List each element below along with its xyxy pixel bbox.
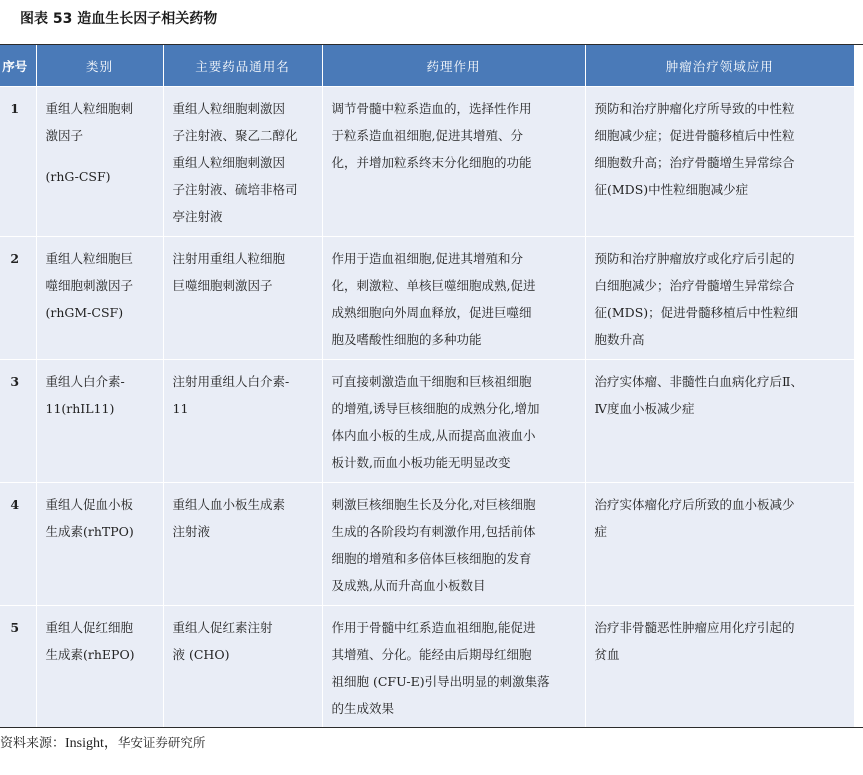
- table-row: [0, 483, 854, 606]
- table-title: 图表 53 造血生长因子相关药物: [20, 11, 218, 27]
- drugs-line: 重组人血小板生成素: [172, 497, 286, 512]
- row-drugs: [163, 237, 322, 360]
- row-num: 3: [0, 360, 36, 483]
- header-application: 肿瘤治疗领域应用: [585, 45, 854, 87]
- pharmacology-line: 可直接刺激造血干细胞和巨核祖细胞: [331, 374, 532, 389]
- row-drugs: [163, 483, 322, 606]
- row-application: [585, 606, 854, 729]
- drugs-line: 子注射液、硫培非格司: [172, 182, 298, 197]
- application-line: Ⅳ度血小板减少症: [594, 401, 695, 416]
- application-line: 征(MDS)中性粒细胞减少症: [594, 182, 749, 197]
- drugs-line: 注射用重组人白介素-: [172, 374, 290, 389]
- category-line: 生成素(rhEPO): [45, 647, 135, 662]
- category-line: (rhG-CSF): [45, 169, 111, 184]
- category-gap: [46, 149, 155, 163]
- category-line: 生成素(rhTPO): [45, 524, 134, 539]
- pharmacology-line: 其增殖、分化。能经由后期母红细胞: [331, 647, 532, 662]
- drugs-line: 重组人促红素注射: [172, 620, 273, 635]
- table-header-row: [0, 45, 854, 87]
- row-drugs: [163, 360, 322, 483]
- source-label: 资料来源：: [0, 736, 66, 751]
- application-line: 预防和治疗肿瘤化疗所导致的中性粒: [594, 101, 795, 116]
- header-drugs: 主要药品通用名: [163, 45, 322, 87]
- category-line: (rhGM-CSF): [45, 305, 124, 320]
- application-line: 征(MDS)；促进骨髓移植后中性粒细: [594, 305, 799, 320]
- category-line: 11(rhIL11): [45, 401, 115, 416]
- pharmacology-line: 体内血小板的生成,从而提高血液血小: [331, 428, 536, 443]
- application-line: 治疗实体瘤、非髓性白血病化疗后Ⅱ、: [594, 374, 803, 389]
- row-application: [585, 483, 854, 606]
- pharmacology-line: 细胞的增殖和多倍体巨核细胞的发育: [331, 551, 532, 566]
- drugs-line: 11: [172, 401, 189, 416]
- table-bottom-divider: [0, 727, 863, 728]
- drugs-line: 重组人粒细胞刺激因: [172, 101, 286, 116]
- application-line: 症: [594, 524, 608, 539]
- row-num: 1: [0, 87, 36, 237]
- row-category: [36, 483, 163, 606]
- row-application: [585, 360, 854, 483]
- row-pharmacology: [322, 606, 585, 729]
- drugs-line: 注射用重组人粒细胞: [172, 251, 286, 266]
- pharmacology-line: 胞及嗜酸性细胞的多种功能: [331, 332, 482, 347]
- drugs-line: 注射液: [172, 524, 211, 539]
- row-category: [36, 87, 163, 237]
- row-num: 4: [0, 483, 36, 606]
- pharmacology-line: 及成熟,从而升高血小板数目: [331, 578, 486, 593]
- pharmacology-line: 成熟细胞向外周血释放，促进巨噬细: [331, 305, 532, 320]
- table-row: [0, 606, 854, 729]
- row-application: [585, 87, 854, 237]
- pharmacology-line: 生成的各阶段均有刺激作用,包括前体: [331, 524, 536, 539]
- pharmacology-line: 的生成效果: [331, 701, 395, 716]
- category-line: 重组人粒细胞巨: [45, 251, 134, 266]
- header-num: 序号: [0, 45, 36, 87]
- pharmacology-line: 作用于造血祖细胞,促进其增殖和分: [331, 251, 523, 266]
- source-org: 华安证券研究所: [117, 735, 206, 750]
- application-line: 细胞减少症；促进骨髓移植后中性粒: [594, 128, 795, 143]
- drugs-line: 亭注射液: [172, 209, 223, 224]
- pharmacology-line: 于粒系造血祖细胞,促进其增殖、分: [331, 128, 523, 143]
- category-line: 重组人白介素-: [45, 374, 125, 389]
- category-line: 激因子: [45, 128, 84, 143]
- row-application: [585, 237, 854, 360]
- row-drugs: [163, 87, 322, 237]
- drugs-line: 子注射液、聚乙二醇化: [172, 128, 298, 143]
- category-line: 重组人促血小板: [45, 497, 134, 512]
- application-line: 预防和治疗肿瘤放疗或化疗后引起的: [594, 251, 795, 266]
- header-pharmacology: 药理作用: [322, 45, 585, 87]
- pharmacology-line: 刺激巨核细胞生长及分化,对巨核细胞: [331, 497, 536, 512]
- row-category: [36, 237, 163, 360]
- table-row: [0, 87, 854, 237]
- drugs-line: 液 (CHO): [172, 647, 230, 662]
- row-category: [36, 360, 163, 483]
- row-pharmacology: [322, 87, 585, 237]
- row-pharmacology: [322, 360, 585, 483]
- row-num: 5: [0, 606, 36, 729]
- pharmacology-line: 的增殖,诱导巨核细胞的成熟分化,增加: [331, 401, 540, 416]
- row-num: 2: [0, 237, 36, 360]
- category-line: 重组人粒细胞刺: [45, 101, 134, 116]
- source-text: Insight，: [65, 736, 118, 751]
- table-row: [0, 237, 854, 360]
- pharmacology-line: 板计数,而血小板功能无明显改变: [331, 455, 511, 470]
- application-line: 胞数升高: [594, 332, 645, 347]
- application-line: 治疗非骨髓恶性肿瘤应用化疗引起的: [594, 620, 795, 635]
- application-line: 贫血: [594, 647, 620, 662]
- pharmacology-line: 作用于骨髓中红系造血祖细胞,能促进: [331, 620, 536, 635]
- pharmacology-line: 祖细胞 (CFU-E)引导出明显的刺激集落: [331, 674, 550, 689]
- drug-table: [0, 45, 854, 728]
- header-category: 类别: [36, 45, 163, 87]
- row-pharmacology: [322, 237, 585, 360]
- application-line: 细胞数升高；治疗骨髓增生异常综合: [594, 155, 795, 170]
- pharmacology-line: 化，并增加粒系终末分化细胞的功能: [331, 155, 532, 170]
- category-line: 重组人促红细胞: [45, 620, 134, 635]
- application-line: 白细胞减少；治疗骨髓增生异常综合: [594, 278, 795, 293]
- row-pharmacology: [322, 483, 585, 606]
- category-line: 噬细胞刺激因子: [45, 278, 134, 293]
- pharmacology-line: 化，刺激粒、单核巨噬细胞成熟,促进: [331, 278, 536, 293]
- drugs-line: 巨噬细胞刺激因子: [172, 278, 273, 293]
- row-drugs: [163, 606, 322, 729]
- row-category: [36, 606, 163, 729]
- source-note: [0, 732, 205, 752]
- drugs-line: 重组人粒细胞刺激因: [172, 155, 286, 170]
- table-row: [0, 360, 854, 483]
- pharmacology-line: 调节骨髓中粒系造血的，选择性作用: [331, 101, 532, 116]
- application-line: 治疗实体瘤化疗后所致的血小板减少: [594, 497, 795, 512]
